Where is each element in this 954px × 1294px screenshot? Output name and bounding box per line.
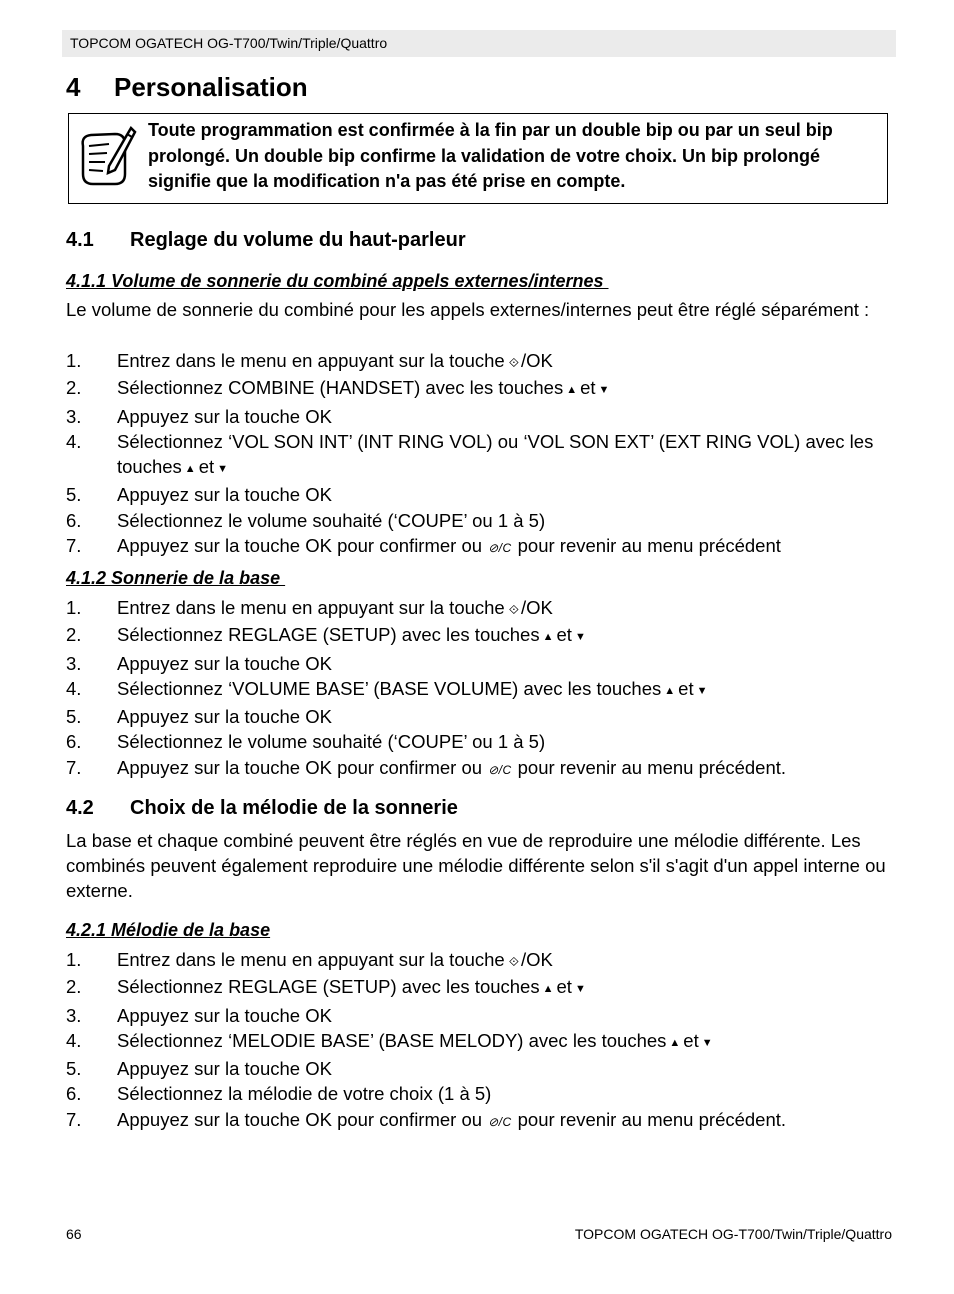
page-number: 66	[66, 1226, 82, 1242]
header-title: TOPCOM OGATECH OG-T700/Twin/Triple/Quattro	[70, 35, 388, 51]
list-item: 2. Sélectionnez REGLAGE (SETUP) avec les touches ▲ et ▼	[66, 622, 906, 650]
menu-key-icon: ⟐	[508, 355, 519, 370]
list-item: 6. Sélectionnez le volume souhaité (‘COUPE’ ou 1 à 5)	[66, 509, 546, 531]
list-item: 4. Sélectionnez ‘MELODIE BASE’ (BASE MELODY) avec les touches ▲ et ▼	[66, 1028, 906, 1056]
list-item: 6. Sélectionnez la mélodie de votre choix (1 à 5)	[66, 1083, 492, 1105]
arrow-down-icon: ▼	[598, 384, 610, 397]
list-item: 1. Entrez dans le menu en appuyant sur la touche ⟐ /OK	[66, 947, 906, 974]
arrow-down-icon: ▼	[574, 983, 586, 996]
section-number: 4.1	[66, 229, 94, 251]
section-title: Choix de la mélodie de la sonnerie	[130, 797, 458, 819]
arrow-up-icon: ▲	[184, 463, 196, 476]
arrow-down-icon: ▼	[696, 684, 708, 697]
steps-list-4-1-2	[66, 595, 906, 783]
list-item: 5. Appuyez sur la touche OK	[66, 484, 332, 506]
arrow-down-icon: ▼	[701, 1036, 713, 1049]
subsection-heading-4-1-1: 4.1.1 Volume de sonnerie du combiné appels externes/internes	[66, 271, 609, 291]
list-item: 3. Appuyez sur la touche OK	[66, 652, 332, 674]
note-text: Toute programmation est confirmée à la fin par un double bip ou par un seul bip prolongé. Un double bip confirme la validation de votre choix. Un bip prolongé signifie que la modification n'a pas été prise en compte.	[148, 120, 833, 191]
section-title: Reglage du volume du haut-parleur	[130, 229, 466, 251]
paragraph-4-2-intro: La base et chaque combiné peuvent être réglés en vue de reproduire une mélodie différente. Les combinés peuvent également reproduire une mélodie différente selon s'il s'agit d'un appel interne ou externe.	[66, 830, 886, 901]
paragraph-4-1-1-intro: Le volume de sonnerie du combiné pour les appels externes/internes peut être réglé séparément :	[66, 299, 870, 320]
section-number: 4.2	[66, 797, 94, 819]
cancel-key-icon: ⊘/C	[488, 541, 512, 556]
section-heading-4-1	[66, 229, 466, 252]
chapter-number: 4	[66, 72, 81, 102]
list-item: 3. Appuyez sur la touche OK	[66, 1004, 332, 1026]
note-pencil-icon	[75, 124, 137, 190]
menu-key-icon: ⟐	[508, 602, 519, 617]
arrow-up-icon: ▲	[542, 631, 554, 644]
list-item: 1. Entrez dans le menu en appuyant sur la touche ⟐ /OK	[66, 348, 906, 375]
arrow-up-icon: ▲	[566, 384, 578, 397]
list-item: 2. Sélectionnez COMBINE (HANDSET) avec les touches ▲ et ▼	[66, 375, 906, 403]
steps-list-4-1-1	[66, 348, 906, 561]
arrow-down-icon: ▼	[574, 631, 586, 644]
cancel-key-icon: ⊘/C	[488, 762, 512, 777]
chapter-heading	[66, 72, 308, 103]
list-item: 7. Appuyez sur la touche OK pour confirmer ou ⊘/C pour revenir au menu précédent	[66, 533, 906, 561]
footer-title: TOPCOM OGATECH OG-T700/Twin/Triple/Quattro	[574, 1226, 892, 1242]
note-box	[68, 113, 888, 204]
steps-list-4-2-1	[66, 947, 906, 1135]
subsection-heading-4-2-1: 4.2.1 Mélodie de la base	[66, 920, 271, 940]
list-item: 5. Appuyez sur la touche OK	[66, 1058, 332, 1080]
list-item: 7. Appuyez sur la touche OK pour confirmer ou ⊘/C pour revenir au menu précédent.	[66, 1107, 906, 1135]
arrow-up-icon: ▲	[664, 684, 676, 697]
section-heading-4-2	[66, 797, 458, 820]
arrow-up-icon: ▲	[669, 1036, 681, 1049]
arrow-down-icon: ▼	[217, 463, 229, 476]
list-item: 2. Sélectionnez REGLAGE (SETUP) avec les touches ▲ et ▼	[66, 974, 906, 1002]
subsection-heading-4-1-2: 4.1.2 Sonnerie de la base	[66, 568, 286, 588]
list-item: 5. Appuyez sur la touche OK	[66, 706, 332, 728]
page-header	[62, 30, 896, 57]
list-item: 3. Appuyez sur la touche OK	[66, 405, 332, 427]
chapter-title: Personalisation	[114, 72, 308, 102]
arrow-up-icon: ▲	[542, 983, 554, 996]
menu-key-icon: ⟐	[508, 954, 519, 969]
list-item: 4. Sélectionnez ‘VOL SON INT’ (INT RING VOL) ou ‘VOL SON EXT’ (EXT RING VOL) avec les touches ▲ et ▼	[66, 429, 906, 483]
list-item: 4. Sélectionnez ‘VOLUME BASE’ (BASE VOLUME) avec les touches ▲ et ▼	[66, 676, 906, 704]
list-item: 1. Entrez dans le menu en appuyant sur la touche ⟐ /OK	[66, 595, 906, 622]
cancel-key-icon: ⊘/C	[488, 1114, 512, 1129]
list-item: 6. Sélectionnez le volume souhaité (‘COUPE’ ou 1 à 5)	[66, 731, 546, 753]
list-item: 7. Appuyez sur la touche OK pour confirmer ou ⊘/C pour revenir au menu précédent.	[66, 755, 906, 783]
